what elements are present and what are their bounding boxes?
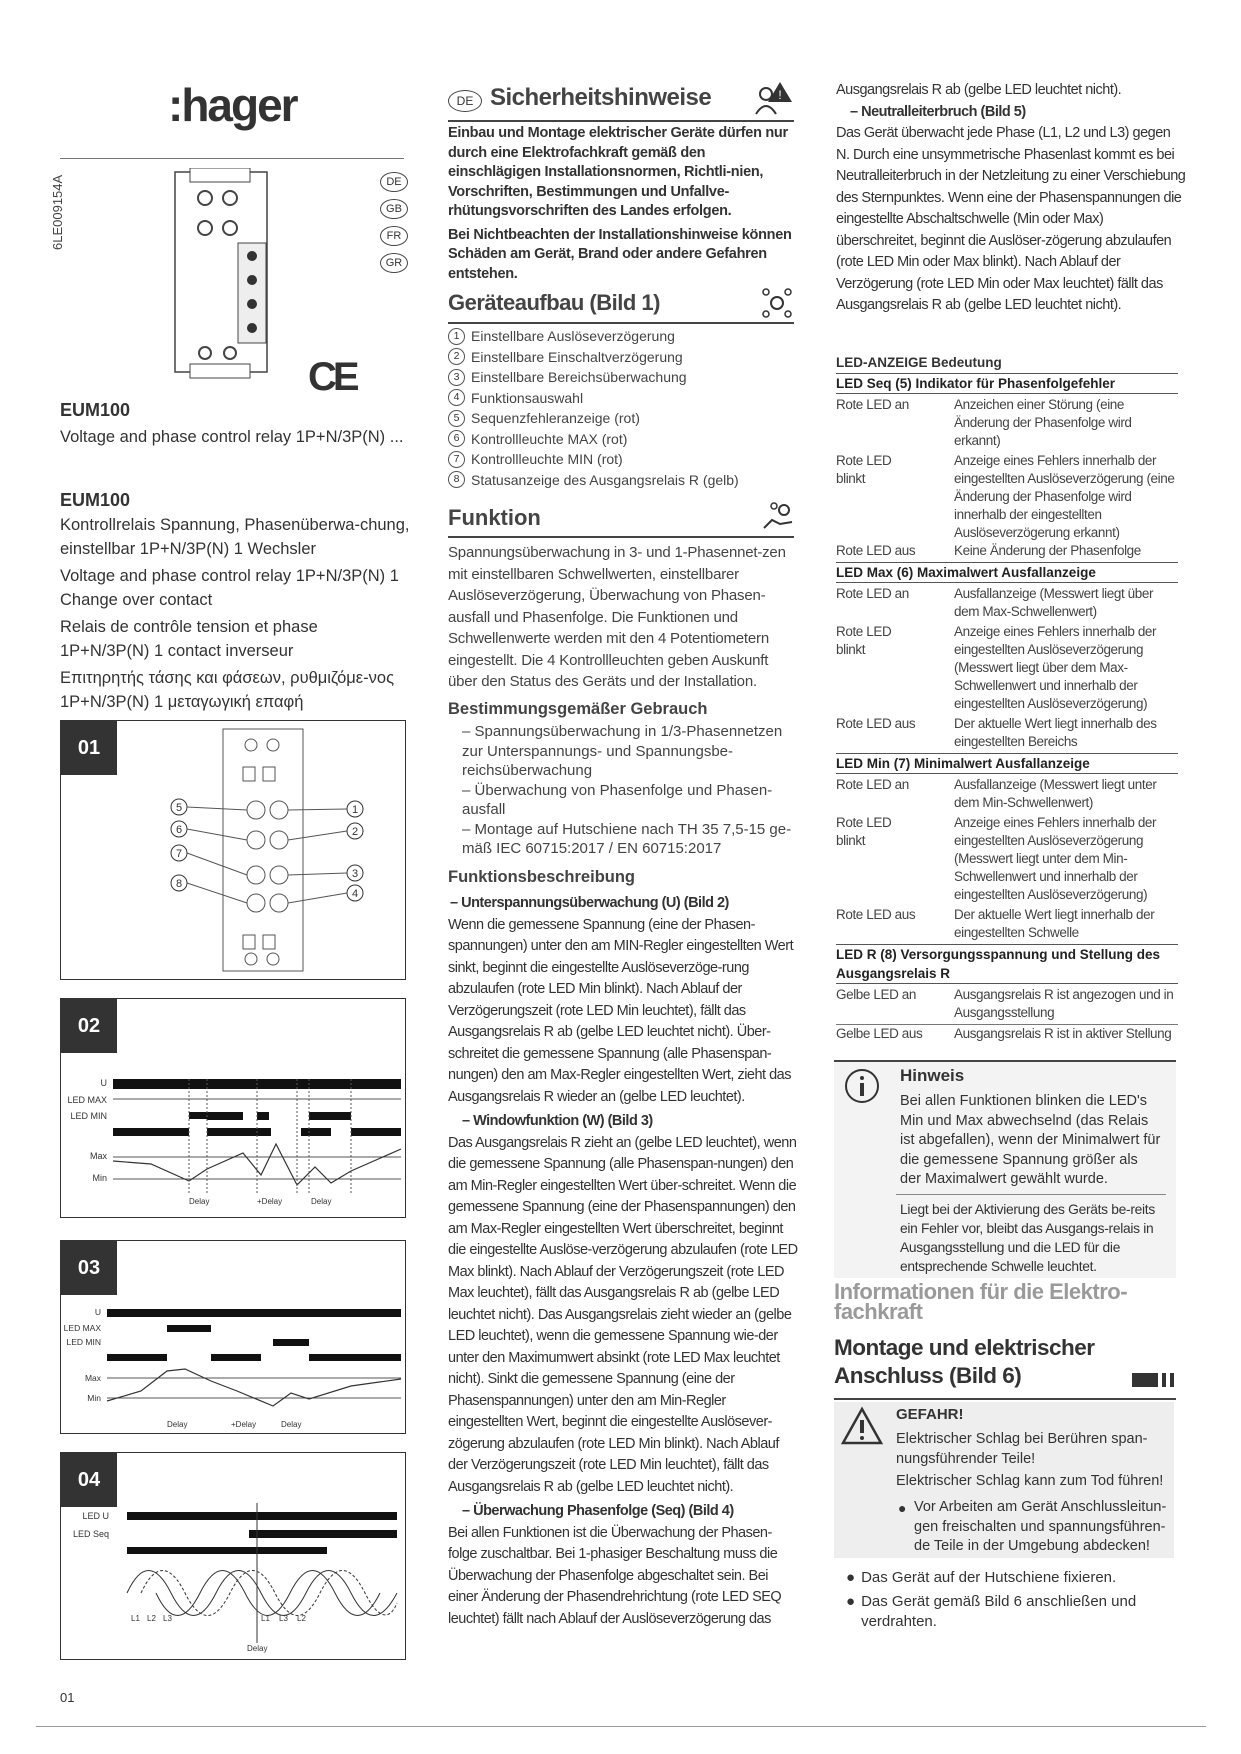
led-key: Rote LED blinkt [836, 815, 892, 848]
f3-label-max: Max [84, 1373, 101, 1383]
f2-delay-1: Delay [189, 1197, 210, 1206]
lang-badge-de: DE [448, 90, 482, 112]
build-item [448, 408, 793, 429]
led-key: Rote LED an [836, 777, 909, 792]
led-row [836, 452, 1178, 542]
led-row [836, 986, 1178, 1022]
mount-rule [834, 1398, 1176, 1400]
build-num: 3 [448, 369, 465, 386]
seq-title: – Überwachung Phasenfolge (Seq) (Bild 4) [462, 1503, 734, 1519]
led-row [836, 1024, 1178, 1043]
f2-delay-3: Delay [311, 1197, 332, 1206]
led-value: Anzeige eines Fehlers innerhalb der eingestellten Auslöseverzögerung (eine Änderung der Phasenfolge wird innerhalb der eingestellten Auslöseverzögerung erkannt) [954, 453, 1175, 540]
figure-01 [60, 720, 406, 980]
build-item [448, 367, 793, 388]
build-text: Kontrollleuchte MAX (rot) [471, 430, 628, 447]
f4-delay: Delay [247, 1644, 268, 1653]
f2-label-max: Max [89, 1151, 107, 1161]
build-text: Funktionsauswahl [471, 389, 584, 406]
build-item [448, 449, 793, 470]
build-item [448, 388, 793, 409]
build-title: Geräteaufbau (Bild 1) [448, 290, 660, 315]
build-item [448, 347, 793, 368]
build-num: 1 [448, 328, 465, 345]
build-num: 4 [448, 389, 465, 406]
use-list [448, 722, 800, 859]
f2-label-u: U [100, 1078, 107, 1088]
led-value: Anzeige eines Fehlers innerhalb der eingestellten Auslöseverzögerung (Messwert liegt über dem Max-Schwellenwert und innerhalb der eingestellten Auslöseverzögerung) [954, 624, 1157, 711]
f2-label-ledmin: LED MIN [70, 1111, 107, 1121]
use-title: Bestimmungsgemäßer Gebrauch [448, 700, 708, 718]
danger-p3: Vor Arbeiten am Gerät Anschlussleitun-gen freischalten und spannungsführen-de Teile in der Umgebung abdecken! [914, 1499, 1167, 1554]
f3-delay-1: Delay [167, 1420, 188, 1429]
w-title: – Windowfunktion (W) (Bild 3) [462, 1113, 653, 1129]
figure-02-number: 02 [61, 999, 117, 1053]
led-row [836, 906, 1178, 942]
callout-7: 7 [175, 848, 183, 860]
led-table [836, 354, 1178, 1043]
led-row [836, 396, 1178, 450]
led-row [836, 776, 1178, 812]
led-key: Rote LED an [836, 397, 909, 412]
callout-2: 2 [351, 826, 359, 838]
led-row [836, 585, 1178, 621]
f3-label-u: U [94, 1307, 101, 1317]
callout-5: 5 [175, 802, 183, 814]
din-rail-icon [1130, 1370, 1176, 1390]
led-row [836, 623, 1178, 713]
danger-p1: Elektrischer Schlag bei Berühren span-nungsführender Teile! [896, 1431, 1148, 1467]
build-item [448, 470, 793, 491]
hint-title: Hinweis [900, 1066, 965, 1085]
led-key: Gelbe LED aus [836, 1026, 923, 1041]
mount-bullet-2: Das Gerät gemäß Bild 6 anschließen und verdrahten. [861, 1593, 1137, 1630]
figure-04-phase-diagram [61, 1453, 405, 1659]
build-text: Sequenzfehleranzeige (rot) [471, 410, 640, 426]
safety-text [448, 124, 793, 284]
figure-01-device [161, 725, 401, 975]
use-item-1: – Spannungsüberwachung in 1/3-Phasennetzen zur Unterspannungs- und Spannungsbe-reichsüberwachung [462, 723, 783, 779]
led-min-head: LED Min (7) Minimalwert Ausfallanzeige [836, 753, 1178, 774]
safety-p2: Bei Nichtbeachten der Installationshinweise können Schäden am Gerät, Brand oder andere Gefahren entstehen. [448, 226, 792, 282]
f2-label-min: Min [92, 1173, 107, 1183]
desc-body [448, 893, 798, 1630]
footer-rule [36, 1726, 1206, 1727]
led-key: Rote LED aus [836, 543, 916, 558]
hint-box [834, 1060, 1176, 1278]
led-key: Rote LED an [836, 586, 909, 601]
seq-text: Bei allen Funktionen ist die Überwachung der Phasen-folge zuschaltbar. Bei 1-phasiger Beschaltung muss die Überwachung der Phasenfolge abgeschaltet sein. Bei einer Änderung der Phasendrehrichtung (rote LED SEQ leuchtet) fällt nach Ablauf der Auslöseverzögerung das [448, 1524, 782, 1627]
led-value: Keine Änderung der Phasenfolge [954, 543, 1141, 558]
led-value: Anzeige eines Fehlers innerhalb der eingestellten Auslöseverzögerung (Messwert liegt unter dem Min-Schwellenwert und innerhalb der eingestellten Auslöseverzögerung) [954, 815, 1157, 902]
danger-p2: Elektrischer Schlag kann zum Tod führen! [896, 1473, 1164, 1489]
cont-text: Ausgangsrelais R ab (gelbe LED leuchtet nicht). [836, 82, 1122, 98]
build-num: 7 [448, 451, 465, 468]
brand-logo: :hager [168, 79, 297, 131]
f4-phase-3: L3 [163, 1614, 172, 1623]
figure-03 [60, 1240, 406, 1434]
mount-bullets [846, 1568, 1166, 1632]
f3-label-min: Min [87, 1393, 101, 1403]
f4-phase-6: L2 [297, 1614, 306, 1623]
danger-box [834, 1402, 1174, 1558]
callout-4: 4 [351, 888, 359, 900]
f3-delay-2: +Delay [231, 1420, 257, 1429]
right-intro [836, 80, 1186, 317]
mount-bullet-item [846, 1592, 1166, 1632]
led-value: Ausfallanzeige (Messwert liegt unter dem Min-Schwellenwert) [954, 777, 1157, 810]
led-value: Der aktuelle Wert liegt innerhalb des eingestellten Bereichs [954, 716, 1157, 749]
build-text: Einstellbare Bereichsüberwachung [471, 369, 687, 385]
desc-de: Kontrollrelais Spannung, Phasenüberwa-chung, einstellbar 1P+N/3P(N) 1 Wechsler [60, 516, 410, 558]
bullet-dot: ● [846, 1593, 856, 1610]
build-num: 2 [448, 348, 465, 365]
f3-label-ledmax: LED MAX [63, 1323, 101, 1333]
f4-phase-4: L1 [261, 1614, 270, 1623]
led-row [836, 715, 1178, 751]
led-seq-head: LED Seq (5) Indikator für Phasenfolgefehler [836, 373, 1178, 394]
f3-delay-3: Delay [281, 1420, 302, 1429]
lang-gb-badge: GB [380, 199, 408, 219]
callout-8: 8 [175, 878, 183, 890]
function-gear-icon [762, 500, 794, 530]
f2-delay-2: +Delay [257, 1197, 283, 1206]
info-title: Informationen für die Elektro-fachkraft [834, 1279, 1128, 1324]
led-value: Der aktuelle Wert liegt innerhalb der eingestellten Schwelle [954, 907, 1155, 940]
f4-phase-1: L1 [131, 1614, 140, 1623]
use-item-3: – Montage auf Hutschiene nach TH 35 7,5-15 ge-mäß IEC 60715:2017 / EN 60715:2017 [462, 820, 792, 857]
mount-bullet-item [846, 1568, 1166, 1588]
build-item [448, 429, 793, 450]
desc-gr: Επιτηρητής τάσης και φάσεων, ρυθμιζόμε-νος 1P+N/3P(N) 1 μεταγωγική επαφή [60, 669, 395, 711]
f3-label-ledmin: LED MIN [66, 1337, 101, 1347]
safety-p1: Einbau und Montage elektrischer Geräte dürfen nur durch eine Elektrofachkraft gemäß den einschlägigen Installationsnormen, Richtli-nien, Vorschriften, Bestimmungen und Unfallve-rhütungsvorschriften des Landes erfolgen. [448, 125, 788, 219]
function-title: Funktion [448, 505, 541, 530]
led-max-head: LED Max (6) Maximalwert Ausfallanzeige [836, 562, 1178, 583]
f2-label-ledmax: LED MAX [67, 1095, 107, 1105]
network-icon [762, 288, 792, 318]
f4-phase-2: L2 [147, 1614, 156, 1623]
hint-p2: Liegt bei der Aktivierung des Geräts be-reits ein Fehler vor, bleibt das Ausgangs-relais in Ausgangsstellung und die LED für die entsprechende Schwelle leuchtet. [900, 1202, 1155, 1274]
info-icon [844, 1068, 880, 1104]
led-value: Ausfallanzeige (Messwert liegt über dem Max-Schwellenwert) [954, 586, 1154, 619]
figure-04 [60, 1452, 406, 1660]
led-value: Ausgangsrelais R ist in aktiver Stellung [954, 1026, 1172, 1041]
build-list [448, 326, 793, 490]
led-key: Rote LED aus [836, 907, 916, 922]
doc-code: 6LE009154A [50, 174, 65, 250]
safety-title: Sicherheitshinweise [490, 84, 712, 111]
neutral-title: – Neutralleiterbruch (Bild 5) [850, 103, 1026, 120]
danger-warning-icon [840, 1406, 884, 1446]
function-text: Spannungsüberwachung in 3- und 1-Phasennet-zen mit einstellbaren Schwellwerten, einstellbarer Auslöseverzögerung, Überwachung von Phasen-ausfall und Phasenfolge. Die Funktionen und Schwellenwerte werden mit den 4 Potentiometern eingestellt. Die 4 Kontrollleuchten geben Auskunft über den Status des Geräts und der Installation. [448, 544, 786, 690]
figure-03-timing-diagram [61, 1241, 405, 1433]
led-value: Ausgangsrelais R ist angezogen und in Ausgangsstellung [954, 987, 1174, 1020]
led-table-header: LED-ANZEIGE Bedeutung [836, 355, 1002, 370]
ce-mark: CE [308, 355, 356, 399]
u-text: Wenn die gemessene Spannung (eine der Phasen-spannungen) unter den am MIN-Regler eingestellten Wert sinkt, beginnt die eingestellte Auslöseverzöge-rung abzulaufen (rote LED Min blinkt). Nach Ablauf der Verzögerungszeit (rote LED Min leuchtet), fällt das Ausgangsrelais R ab (gelbe LED leuchtet nicht). Über-schreitet die gemessene Spannung (alle Phasenspan-nungen) den am Max-Regler eingestellten Wert, zieht das Ausgangsrelais R wieder an (gelbe LED leuchtet). [448, 916, 794, 1105]
bullet-dot: ● [846, 1569, 856, 1586]
desc-en: Voltage and phase control relay 1P+N/3P(N) 1 Change over contact [60, 567, 399, 609]
mount-title: Montage und elektrischer Anschluss (Bild 6) [834, 1335, 1095, 1388]
header-rule [60, 158, 404, 159]
danger-bullet: ● [898, 1500, 907, 1516]
w-text: Das Ausgangsrelais R zieht an (gelbe LED leuchtet), wenn die gemessene Spannung (alle Phasenspan-nungen) den am Min-Regler eingestellten Wert über-schreitet. Wenn die gemessene Spannung (eine der Phasenspannungen) den am Max-Regler eingestellten Wert überschreitet, beginnt die eingestellte Auslöse-verzögerung abzulaufen (rote LED Max blinkt). Nach Ablauf der Verzögerungszeit (rote LED Max leuchtet), fällt das Ausgangsrelais R ab (gelbe LED leuchtet nicht). Das Ausgangsrelais zieht wieder an (gelbe LED leuchtet), wenn die gemessene Spannung wie-der unter den Maximumwert absinkt (rote LED Max leuchtet nicht). Sinkt die gemessene Spannung (eine der Phasenspannungen) unter den am Min-Regler eingestellten Wert, beginnt die eingestellte Auslösever-zögerung abzulaufen (rote LED Min blinkt). Nach Ablauf der Verzögerungszeit (rote LED Min leuchtet), fällt das Ausgangsrelais R ab (gelbe LED leuchtet nicht). [448, 1134, 798, 1495]
build-text: Kontrollleuchte MIN (rot) [471, 451, 623, 467]
f4-label-ledu: LED U [82, 1511, 109, 1521]
led-key: Rote LED blinkt [836, 624, 892, 657]
build-item [448, 326, 793, 347]
desc-fr: Relais de contrôle tension et phase 1P+N/3P(N) 1 contact inverseur [60, 618, 318, 660]
mount-bullet-1: Das Gerät auf der Hutschiene fixieren. [861, 1569, 1117, 1586]
lang-fr-badge: FR [380, 226, 408, 246]
hint-divider [896, 1194, 1166, 1195]
language-badges [380, 172, 408, 280]
build-text: Statusanzeige des Ausgangsrelais R (gelb) [471, 471, 739, 488]
f4-label-ledseq: LED Seq [72, 1529, 109, 1539]
led-r-head: LED R (8) Versorgungsspannung und Stellung des Ausgangsrelais R [836, 944, 1178, 984]
product-title-1: EUM100 [60, 400, 131, 420]
led-row [836, 542, 1178, 560]
figure-03-number: 03 [61, 1241, 117, 1295]
figure-04-number: 04 [61, 1453, 117, 1507]
svg-text:!: ! [778, 88, 782, 102]
build-num: 6 [448, 430, 465, 447]
led-key: Rote LED aus [836, 716, 916, 731]
build-num: 8 [448, 471, 465, 488]
use-item-2: – Überwachung von Phasenfolge und Phasen-ausfall [462, 781, 773, 818]
hint-p1: Bei allen Funktionen blinken die LED's Min und Max abwechselnd (das Relais ist abgefallen), wenn der Minimalwert für die gemessene Spannung größer als der Maximalwert gewählt wurde. [900, 1093, 1161, 1187]
lang-de-badge: DE [380, 172, 408, 192]
led-key: Rote LED blinkt [836, 453, 892, 486]
product-title-2: EUM100 [60, 490, 131, 510]
desc-title: Funktionsbeschreibung [448, 868, 636, 886]
led-row [836, 814, 1178, 904]
product-descriptions [60, 514, 410, 714]
safety-warning-icon [752, 80, 794, 116]
function-rule [448, 536, 794, 538]
figure-02-timing-diagram [61, 999, 405, 1217]
figure-01-number: 01 [61, 721, 117, 775]
product-subtitle-1: Voltage and phase control relay 1P+N/3P(N) ... [60, 428, 404, 446]
f4-phase-5: L3 [279, 1614, 288, 1623]
build-num: 5 [448, 410, 465, 427]
u-title: – Unterspannungsüberwachung (U) (Bild 2) [450, 895, 729, 911]
callout-6: 6 [175, 824, 183, 836]
callout-3: 3 [351, 868, 359, 880]
build-text: Einstellbare Auslöseverzögerung [471, 328, 675, 344]
neutral-text: Das Gerät überwacht jede Phase (L1, L2 und L3) gegen N. Durch eine unsymmetrische Phasenlast kommt es bei Neutralleiterbruch in der Netzleitung zu einer Verschiebung des Sternpunktes. Wenn eine der Phasenspannungen die eingestellte Abschaltschwelle (Min oder Max) überschreitet, beginnt die Auslöser-zögerung abzulaufen (rote LED Min oder Max blinkt). Nach Ablauf der Verzögerung (rote LED Min oder Max leuchtet) fällt das Ausgangsrelais R ab (gelbe LED leuchtet nicht). [836, 125, 1186, 313]
led-key: Gelbe LED an [836, 987, 917, 1002]
build-rule [448, 322, 794, 324]
led-value: Anzeichen einer Störung (eine Änderung der Phasenfolge wird erkannt) [954, 397, 1132, 448]
build-text: Einstellbare Einschaltverzögerung [471, 348, 683, 365]
page-number: 01 [60, 1690, 75, 1705]
danger-title: GEFAHR! [896, 1406, 964, 1423]
callout-1: 1 [351, 804, 359, 816]
device-illustration [160, 168, 280, 380]
figure-02 [60, 998, 406, 1218]
safety-rule [448, 120, 794, 122]
lang-gr-badge: GR [380, 253, 408, 273]
